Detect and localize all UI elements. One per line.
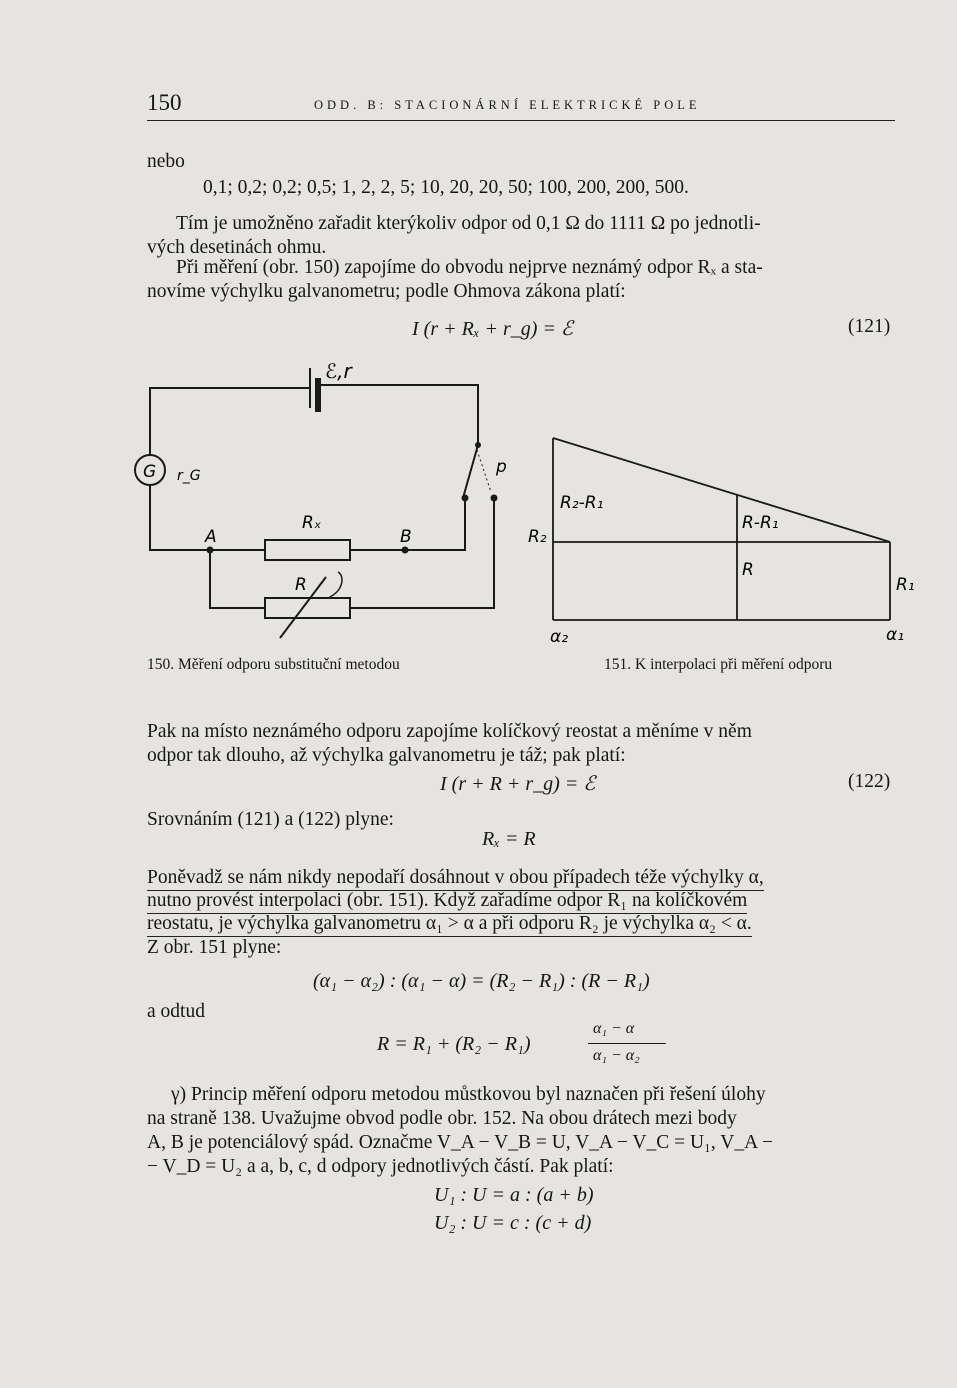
paragraph-4-line-2: nutno provést interpolaci (obr. 151). Když zařadíme odpor R₁ na kolíčkovém xyxy=(147,889,747,914)
paragraph-3-line-1: Pak na místo neznámého odporu zapojíme kolíčkový reostat a měníme v něm xyxy=(147,721,752,742)
paragraph-5-line-2: na straně 138. Uvažujme obvod podle obr. 152. Na obou drátech mezi body xyxy=(147,1108,737,1129)
and-hence-text: a odtud xyxy=(147,1001,205,1022)
fraction-bar xyxy=(588,1043,666,1044)
slope-line xyxy=(553,438,890,542)
figure-150-circuit xyxy=(120,350,520,650)
equation-u2: U₂ : U = c : (c + d) xyxy=(434,1212,592,1234)
paragraph-5-line-4: − V_D = U₂ a a, b, c, d odpory jednotlivých částí. Pak platí: xyxy=(147,1156,614,1177)
label-r: R xyxy=(295,575,307,595)
figure-151-interpolation xyxy=(520,430,940,655)
equation-r-numerator: α₁ − α xyxy=(593,1020,635,1037)
label-a: A xyxy=(205,527,217,547)
word-nebo: nebo xyxy=(147,151,185,172)
running-head xyxy=(147,90,895,121)
label-emf: ℰ,r xyxy=(325,359,352,383)
equation-r-denominator: α₁ − α₂ xyxy=(593,1047,640,1064)
resistor-series: 0,1; 0,2; 0,2; 0,5; 1, 2, 2, 5; 10, 20, 20, 50; 100, 200, 200, 500. xyxy=(203,177,689,198)
figure-151-caption: 151. K interpolaci při měření odporu xyxy=(604,656,833,673)
label-r-r1: R-R₁ xyxy=(742,513,779,533)
running-title: ODD. B: STACIONÁRNÍ ELEKTRICKÉ POLE xyxy=(314,98,701,112)
switch-blade xyxy=(463,445,478,498)
paragraph-5-line-1: γ) Princip měření odporu metodou můstkovou byl naznačen při řešení úlohy xyxy=(171,1084,766,1105)
parallel-wire-right xyxy=(350,498,494,608)
equation-122: I (r + R + r_g) = ℰ xyxy=(440,773,596,795)
label-rx: Rₓ xyxy=(302,513,322,533)
paragraph-2-line-1: Při měření (obr. 150) zapojíme do obvodu nejprve neznámý odpor Rₓ a sta- xyxy=(176,257,763,278)
paragraph-2-line-2: novíme výchylku galvanometru; podle Ohmova zákona platí: xyxy=(147,281,626,302)
top-right-wire xyxy=(320,385,478,445)
equation-122-number: (122) xyxy=(848,771,891,792)
equation-r-left: R = R₁ + (R₂ − R₁) xyxy=(377,1033,531,1055)
galvanometer-icon: G xyxy=(143,462,157,482)
label-r1: R₁ xyxy=(896,575,915,595)
label-r2-r1: R₂-R₁ xyxy=(560,493,604,513)
figure-150-caption: 150. Měření odporu substituční metodou xyxy=(147,656,400,673)
paragraph-4-line-1: Poněvadž se nám nikdy nepodaří dosáhnout v obou případech téže výchylky α, xyxy=(147,866,764,891)
equation-ratio: (α₁ − α₂) : (α₁ − α) = (R₂ − R₁) : (R − R₁) xyxy=(313,970,650,992)
equation-121: I (r + Rₓ + r_g) = ℰ xyxy=(412,318,574,340)
paragraph-4-line-3: reostatu, je výchylka galvanometru α₁ > α a při odporu R₂ je výchylka α₂ < α. xyxy=(147,912,752,937)
parallel-wire-left xyxy=(210,550,265,608)
paragraph-3-line-2: odpor tak dlouho, až výchylka galvanometru je táž; pak platí: xyxy=(147,745,626,766)
page-number: 150 xyxy=(147,90,182,115)
equation-u1: U₁ : U = a : (a + b) xyxy=(434,1184,594,1206)
comparison-text: Srovnáním (121) a (122) plyne: xyxy=(147,809,394,830)
label-r2: R₂ xyxy=(528,527,547,547)
label-rg: r_G xyxy=(177,468,201,484)
label-b: B xyxy=(400,527,412,547)
paragraph-1-line-2: vých desetinách ohmu. xyxy=(147,237,327,258)
paragraph-1-line-1: Tím je umožněno zařadit kterýkoliv odpor od 0,1 Ω do 1111 Ω po jednotli- xyxy=(176,213,761,234)
label-p: p xyxy=(496,457,507,477)
equation-121-number: (121) xyxy=(848,316,891,337)
top-left-wire xyxy=(150,388,310,455)
paragraph-4-line-4: Z obr. 151 plyne: xyxy=(147,937,282,958)
label-alpha1: α₁ xyxy=(886,625,905,645)
equation-rx-equals-r: Rₓ = R xyxy=(482,828,536,850)
label-alpha2: α₂ xyxy=(550,627,569,647)
paragraph-5-line-3: A, B je potenciálový spád. Označme V_A − V_B = U, V_A − V_C = U₁, V_A − xyxy=(147,1132,773,1153)
resistor-rx xyxy=(265,540,350,560)
label-r: R xyxy=(742,560,754,580)
